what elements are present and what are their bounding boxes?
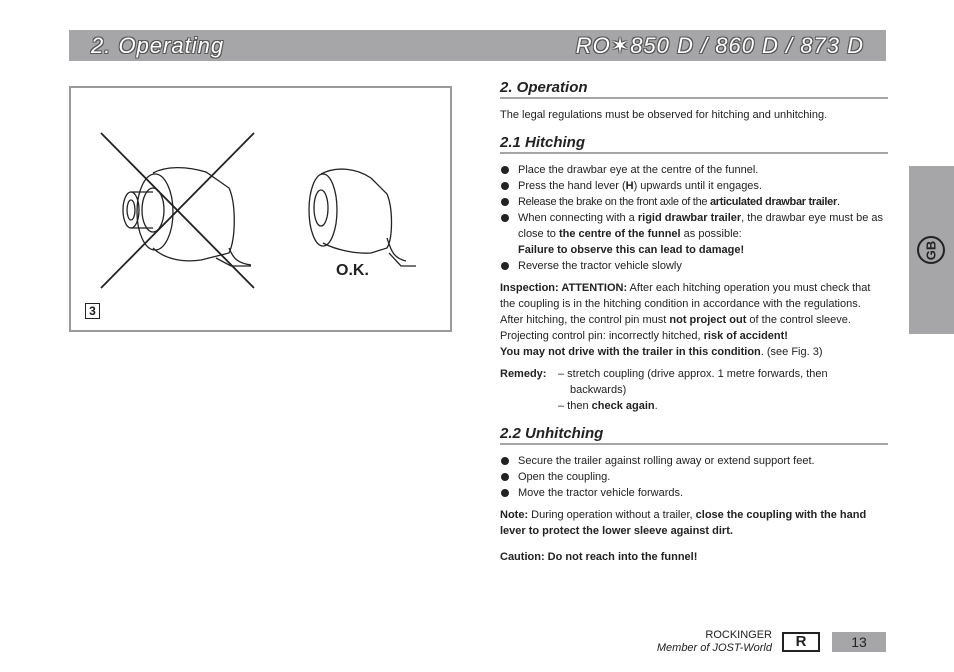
- hitching-heading: 2.1 Hitching: [500, 135, 888, 154]
- list-item: Release the brake on the front axle of the articulated drawbar trailer.: [500, 194, 888, 210]
- no-drive-paragraph: You may not drive with the trailer in this condition. (see Fig. 3): [500, 346, 823, 358]
- remedy-step-2: – then check again.: [558, 400, 658, 412]
- caution-paragraph: Caution: Do not reach into the funnel!: [500, 551, 698, 563]
- unhitching-heading: 2.2 Unhitching: [500, 426, 888, 445]
- language-badge: GB: [917, 236, 945, 264]
- operation-heading: 2. Operation: [500, 80, 888, 99]
- remedy-label: Remedy:: [500, 368, 547, 380]
- brand-name: ROCKINGER: [705, 629, 772, 641]
- figure-number: 3: [85, 303, 100, 319]
- list-item: Open the coupling.: [500, 469, 888, 485]
- brand-member: Member of JOST-World: [656, 642, 772, 654]
- unhitching-list: [500, 453, 888, 501]
- inspection-paragraph: Inspection: ATTENTION: After each hitching operation you must check that the coupling is in the hitching condition in accordance with the regulations.: [500, 282, 871, 310]
- ok-label: O.K.: [336, 262, 369, 279]
- projecting-pin-paragraph: Projecting control pin: incorrectly hitched, risk of accident!: [500, 330, 788, 342]
- list-item: Place the drawbar eye at the centre of the funnel.: [500, 162, 888, 178]
- model-title: RO✶850 D / 860 D / 873 D: [575, 33, 864, 58]
- rockinger-logo: R: [782, 632, 820, 652]
- note-paragraph: Note: During operation without a trailer, close the coupling with the hand lever to protect the lower sleeve against dirt.: [500, 509, 867, 537]
- remedy-step-1: – stretch coupling (drive approx. 1 metre forwards, then: [558, 368, 828, 380]
- control-pin-paragraph: After hitching, the control pin must not project out of the control sleeve.: [500, 314, 851, 326]
- operation-intro: The legal regulations must be observed for hitching and unhitching.: [500, 109, 828, 121]
- list-item: Press the hand lever (H) upwards until it engages.: [500, 178, 888, 194]
- remedy-block: [500, 366, 888, 414]
- list-item: Secure the trailer against rolling away or extend support feet.: [500, 453, 888, 469]
- coupling-illustration: [71, 88, 454, 334]
- list-item: Move the tractor vehicle forwards.: [500, 485, 888, 501]
- section-title: 2. Operating: [91, 33, 225, 58]
- figure-3: [69, 86, 452, 332]
- hitching-list: [500, 162, 888, 274]
- language-tab: [909, 166, 954, 334]
- page-number: 13: [832, 632, 886, 652]
- damage-warning: Failure to observe this can lead to damage!: [518, 244, 745, 256]
- list-item: When connecting with a rigid drawbar trailer, the drawbar eye must be as close to the centre of the funnel as possible: Failure to observe this can lead to damage!: [500, 210, 888, 258]
- remedy-step-1-cont: backwards): [570, 384, 627, 396]
- main-content: [500, 80, 888, 565]
- page-header: [69, 30, 886, 61]
- list-item: Reverse the tractor vehicle slowly: [500, 258, 888, 274]
- footer-brand: [657, 629, 772, 655]
